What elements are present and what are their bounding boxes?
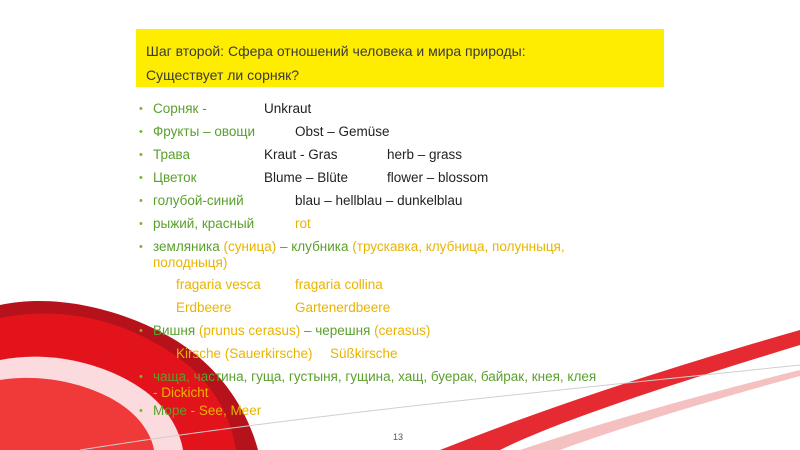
term-line: [153, 322, 430, 340]
term-ru: Фрукты – овощи: [153, 124, 256, 139]
term-de: Blume – Blüte: [264, 170, 349, 185]
term-de-2: Süßkirsche: [330, 346, 398, 361]
term-latin: (prunus cerasus): [198, 323, 301, 338]
term-latin-2: fragaria collina: [295, 277, 383, 292]
term-de: Kirsche (Sauerkirsche): [176, 346, 313, 361]
bullet-icon: •: [139, 126, 143, 138]
term-de-2: Gartenerdbeere: [295, 300, 391, 315]
term-latin-2: (cerasus): [374, 323, 431, 338]
term-ru: Вишня: [153, 323, 199, 338]
term-de: Unkraut: [264, 101, 312, 116]
bullet-icon: •: [139, 405, 143, 417]
title-line-2: Существует ли сорняк?: [146, 67, 300, 83]
term-ru: чаща, частина, гуща, густыня, гущина, хащ, буерак, байрак, кнея, клея: [153, 369, 597, 384]
bullet-icon: •: [139, 195, 143, 207]
term-de: Erdbeere: [176, 300, 232, 315]
term-ua-2: (трускавка, клубница, полунныця,: [352, 239, 565, 254]
term-ru: голубой-синий: [153, 193, 244, 208]
term-ru: земляника: [153, 239, 224, 254]
term-de: Obst – Gemüse: [295, 124, 390, 139]
bullet-icon: •: [139, 241, 143, 253]
term-de: rot: [295, 216, 311, 231]
term-ru: рыжий, красный: [153, 216, 255, 231]
term-line: [153, 402, 261, 420]
bullet-icon: •: [139, 218, 143, 230]
term-de: - Dickicht: [153, 385, 209, 400]
page-number: 13: [393, 432, 404, 442]
term-ua: (суница): [223, 239, 277, 254]
title-box: [136, 29, 664, 87]
term-ru-2: – клубника: [276, 239, 353, 254]
term-en: flower – blossom: [387, 170, 489, 185]
term-ua-cont: полодныця): [153, 255, 228, 270]
title-line-1: Шаг второй: Сфера отношений человека и мира природы:: [146, 43, 526, 59]
term-ru: Цветок: [153, 170, 197, 185]
term-de: Kraut - Gras: [264, 147, 338, 162]
bullet-icon: •: [139, 172, 143, 184]
term-ru: Трава: [153, 147, 191, 162]
bullet-icon: •: [139, 325, 143, 337]
term-ru-2: – черешня: [300, 323, 375, 338]
bullet-icon: •: [139, 371, 143, 383]
bullet-icon: •: [139, 149, 143, 161]
term-ru: Море: [153, 403, 187, 418]
bullet-icon: •: [139, 103, 143, 115]
term-ru: Сорняк -: [153, 101, 207, 116]
term-de: - See, Meer: [186, 403, 262, 418]
term-latin: fragaria vesca: [176, 277, 261, 292]
term-de: blau – hellblau – dunkelblau: [295, 193, 463, 208]
term-en: herb – grass: [387, 147, 463, 162]
